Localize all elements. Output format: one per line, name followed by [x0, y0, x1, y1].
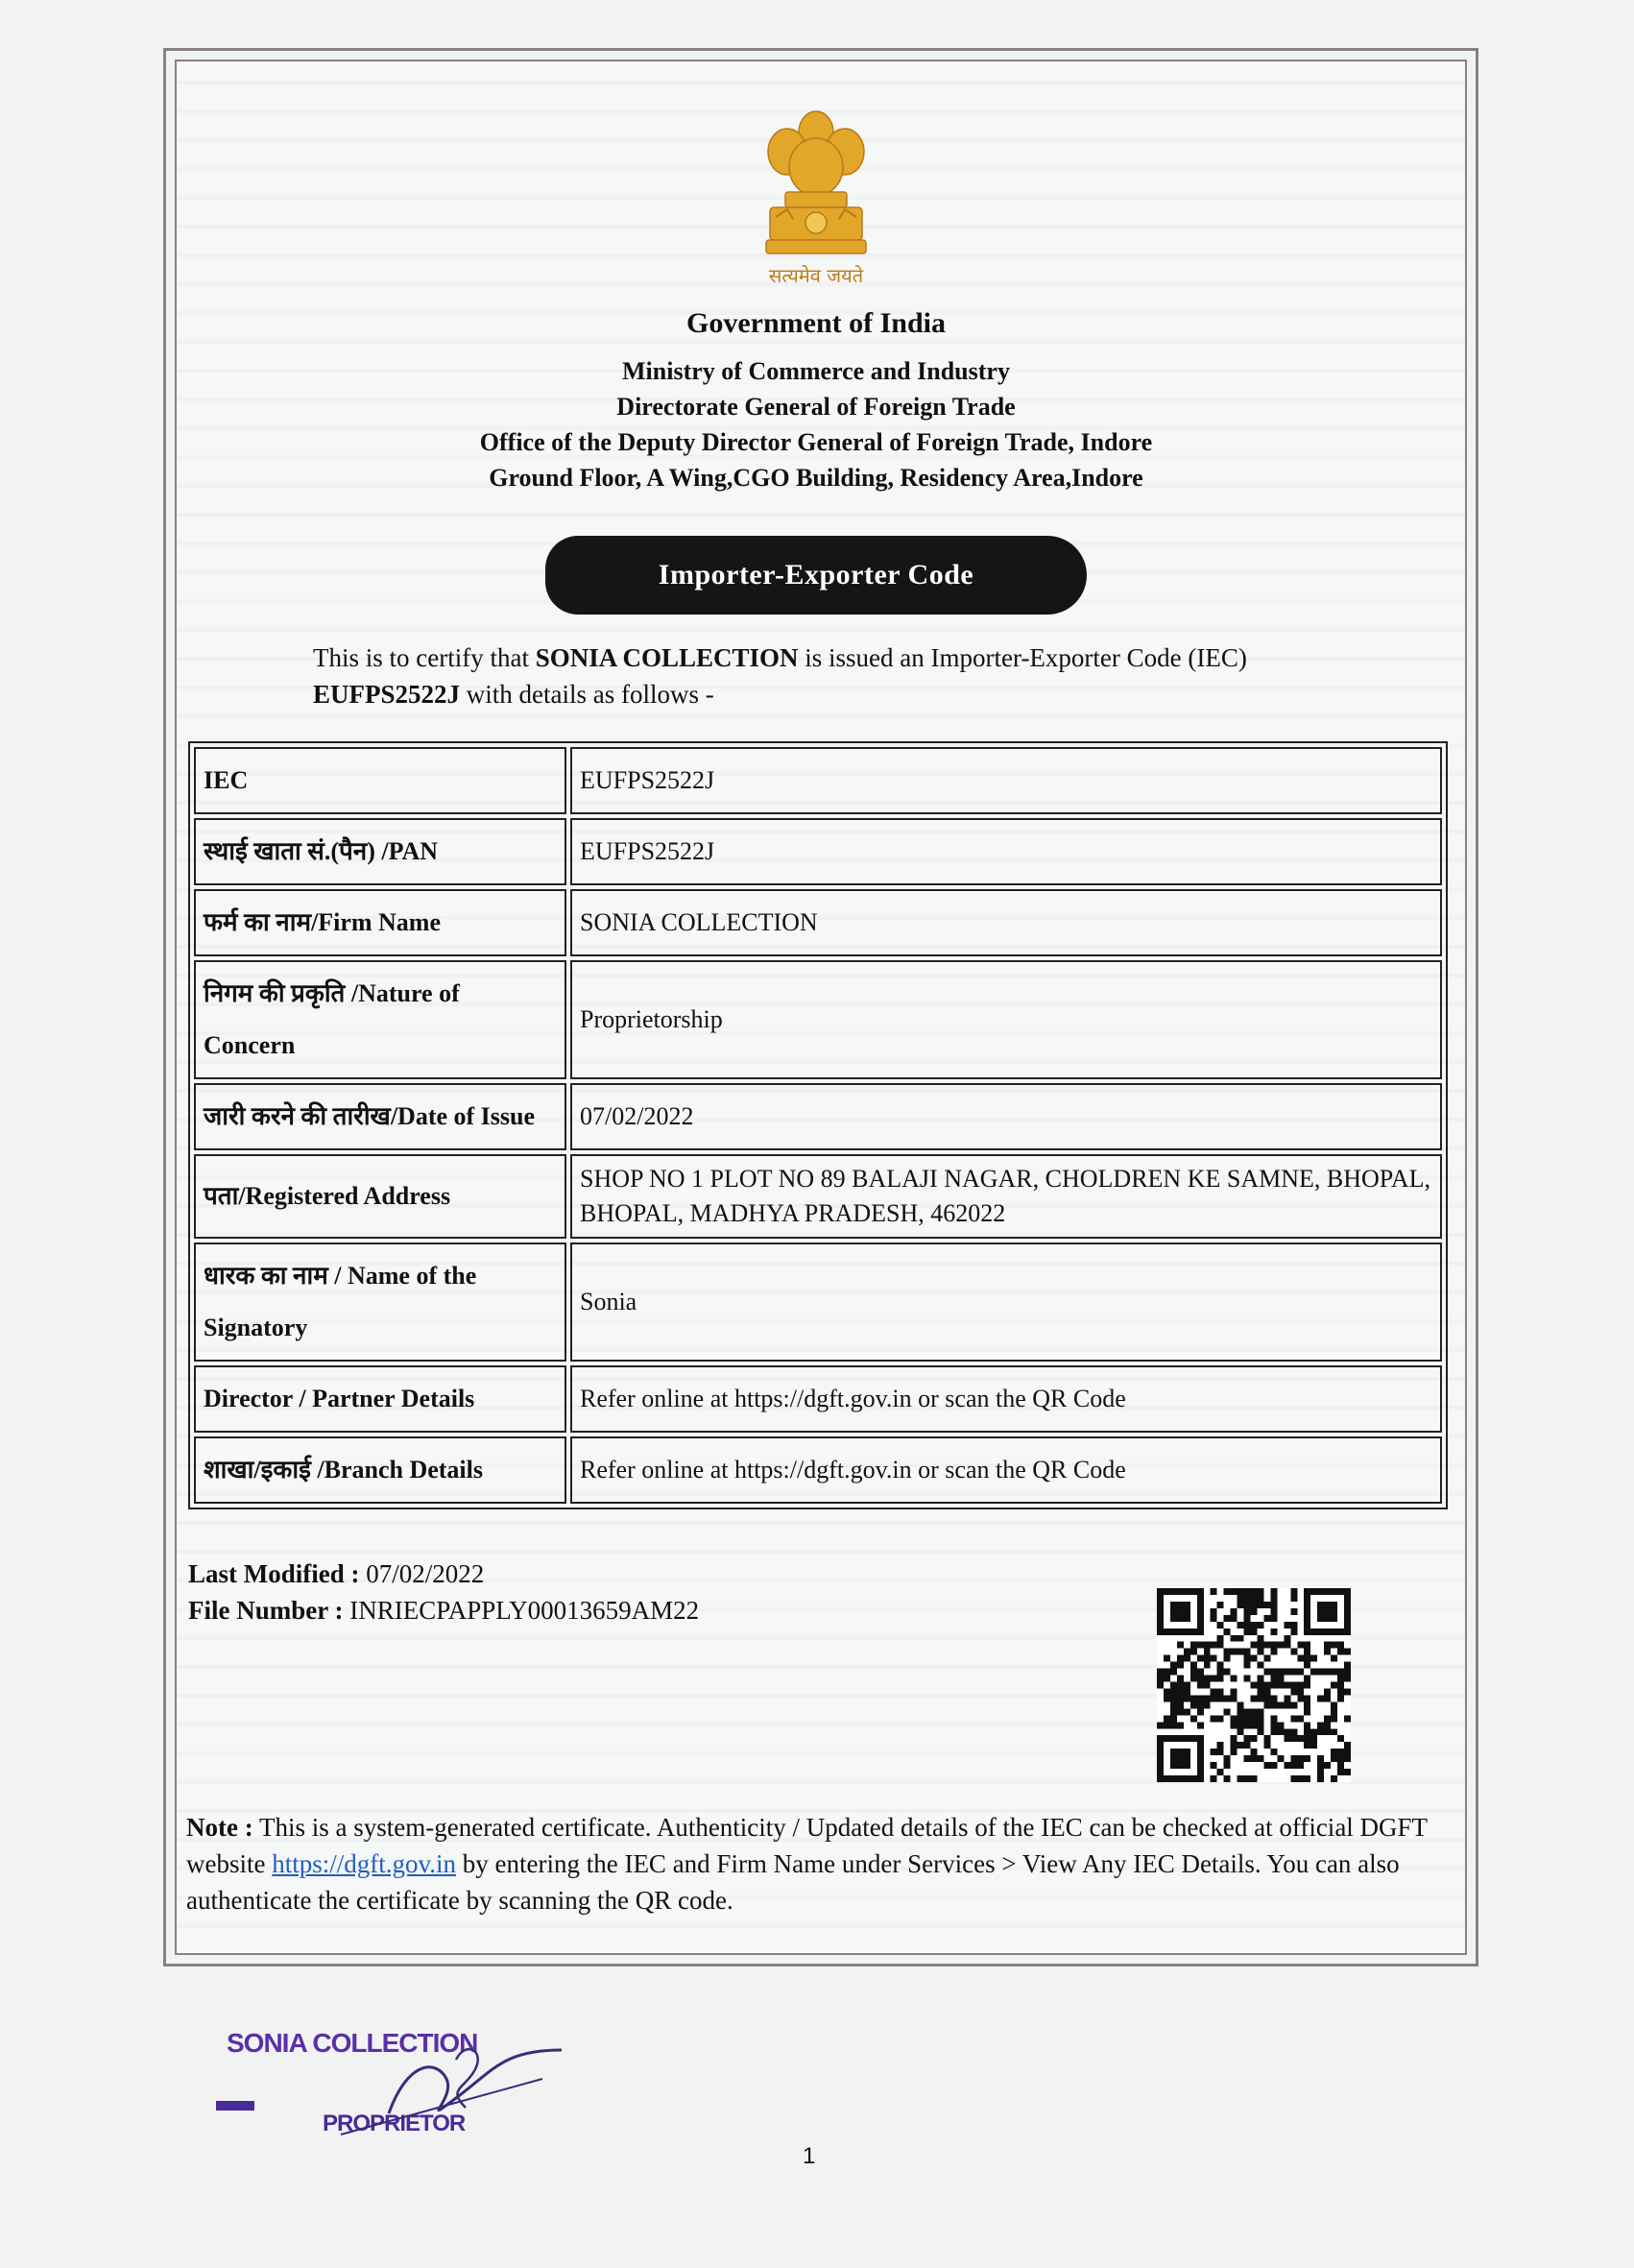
note-text-1: This is a system-generated certificate. Authenticity / Updated details of the IEC can be checked at official DGFT website [186, 1813, 1428, 1878]
table-row [194, 1436, 1442, 1504]
last-modified-value: 07/02/2022 [366, 1559, 485, 1588]
national-emblem-icon [749, 104, 883, 296]
row-value: SHOP NO 1 PLOT NO 89 BALAJI NAGAR, CHOLDREN KE SAMNE, BHOPAL, BHOPAL, MADHYA PRADESH, 462022 [570, 1154, 1442, 1239]
header-line: Ground Floor, A Wing,CGO Building, Residency Area,Indore [489, 464, 1143, 492]
table-row [194, 960, 1442, 1079]
certify-prefix: This is to certify that [313, 643, 529, 672]
row-label: धारक का नाम / Name of the Signatory [194, 1243, 566, 1362]
row-value: SONIA COLLECTION [570, 889, 1442, 956]
table-row [194, 889, 1442, 956]
row-value: Sonia [570, 1243, 1442, 1362]
file-number [188, 1592, 699, 1629]
last-modified-label: Last Modified : [188, 1559, 360, 1588]
emblem-motto: सत्यमेव जयते [768, 264, 864, 287]
row-label: निगम की प्रकृति /Nature of Concern [194, 960, 566, 1079]
stamp-proprietor: PROPRIETOR [323, 2111, 466, 2136]
header [384, 307, 1248, 495]
row-value: EUFPS2522J [570, 747, 1442, 814]
certify-firm: SONIA COLLECTION [535, 643, 799, 672]
table-row [194, 1154, 1442, 1239]
row-value: Proprietorship [570, 960, 1442, 1079]
certify-iec: EUFPS2522J [313, 680, 461, 709]
row-label: फर्म का नाम/Firm Name [194, 889, 566, 956]
note-label: Note : [186, 1813, 253, 1842]
row-label: स्थाई खाता सं.(पैन) /PAN [194, 818, 566, 885]
row-label: शाखा/इकाई /Branch Details [194, 1436, 566, 1504]
header-line: Ministry of Commerce and Industry [622, 357, 1010, 385]
row-value: EUFPS2522J [570, 818, 1442, 885]
row-value: Refer online at https://dgft.gov.in or scan the QR Code [570, 1436, 1442, 1504]
table-row [194, 818, 1442, 885]
row-label: पता/Registered Address [194, 1154, 566, 1239]
dgft-website-link[interactable]: https://dgft.gov.in [272, 1849, 456, 1878]
table-row [194, 1243, 1442, 1362]
header-line: Office of the Deputy Director General of Foreign Trade, Indore [479, 428, 1153, 456]
stamp-firm-name: SONIA COLLECTION [227, 2028, 478, 2058]
row-value: 07/02/2022 [570, 1083, 1442, 1150]
page-number: 1 [803, 2143, 816, 2169]
certificate-banner: Importer-Exporter Code [545, 536, 1087, 615]
table-row [194, 1365, 1442, 1433]
row-label: जारी करने की तारीख/Date of Issue [194, 1083, 566, 1150]
row-label: Director / Partner Details [194, 1365, 566, 1433]
page-title: Government of India [686, 307, 946, 339]
note [186, 1809, 1434, 1918]
row-value: Refer online at https://dgft.gov.in or scan the QR Code [570, 1365, 1442, 1433]
row-label: IEC [194, 747, 566, 814]
file-number-value: INRIECPAPPLY00013659AM22 [349, 1596, 700, 1625]
certification-statement [313, 639, 1321, 712]
details-table [188, 741, 1448, 1509]
certify-middle: is issued an Importer-Exporter Code (IEC) [805, 643, 1247, 672]
certify-suffix: with details as follows - [466, 680, 714, 709]
last-modified [188, 1556, 699, 1592]
table-row [194, 747, 1442, 814]
signature-icon [216, 2021, 581, 2136]
file-number-label: File Number : [188, 1596, 344, 1625]
file-metadata [188, 1556, 699, 1629]
note-text-2: by entering the IEC and Firm Name under Services > View Any IEC Details. You can also authenticate the certificate by scanning the QR code. [186, 1849, 1400, 1915]
header-line: Directorate General of Foreign Trade [616, 393, 1016, 421]
qr-code-icon[interactable] [1152, 1588, 1356, 1782]
table-row [194, 1083, 1442, 1150]
